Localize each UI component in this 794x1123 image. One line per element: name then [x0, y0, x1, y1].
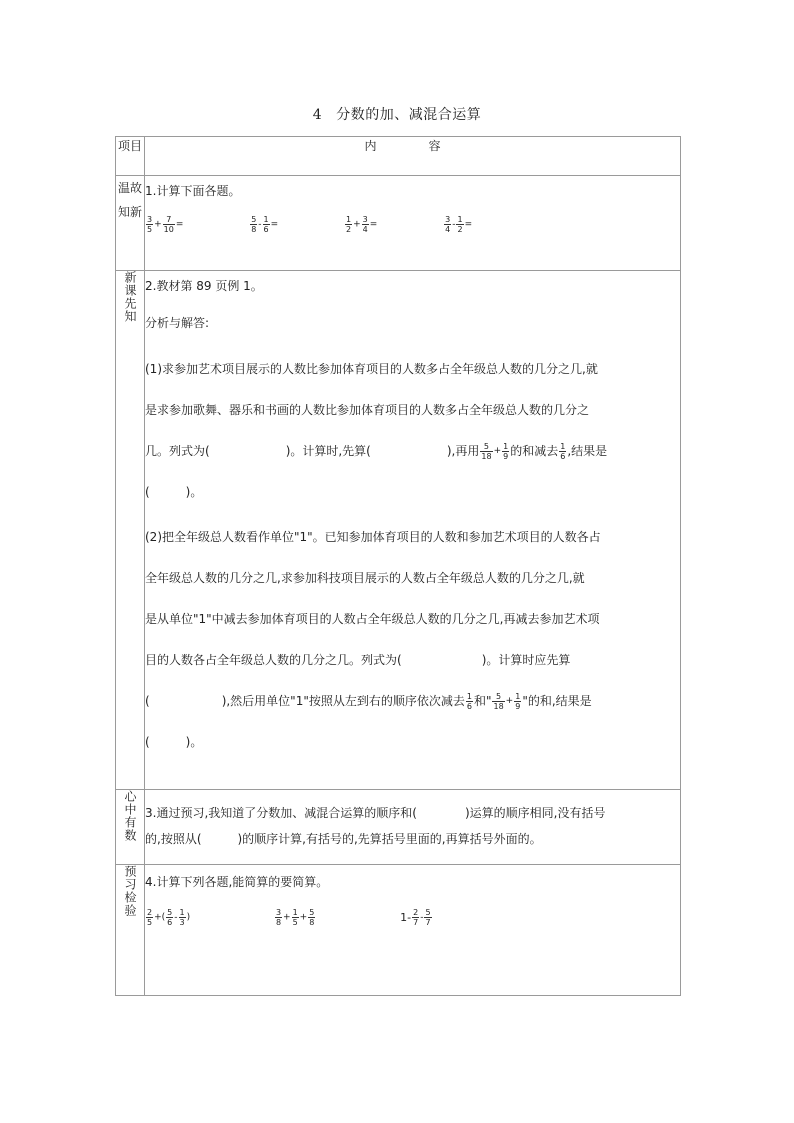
- q4-expr-3: 1- $\frac{2}{7}$ - $\frac{5}{7}$: [400, 908, 431, 927]
- header-row: [116, 137, 681, 176]
- q1-text: 1.计算下面各题。: [145, 184, 241, 198]
- header-label-cell: [116, 137, 145, 176]
- q3-line-2: 的,按照从( )的顺序计算,有括号的,先算括号里面的,再算括号外面的。: [145, 832, 542, 846]
- row-warm: [116, 176, 681, 271]
- warm-label-cell: [116, 176, 145, 271]
- check-label-cell: [116, 865, 145, 996]
- q1-expr-3: $\frac{1}{2}$ + $\frac{3}{4}$ =: [346, 215, 378, 234]
- warm-label-1: 温故: [117, 181, 142, 195]
- p1-line-3: 几。列式为( )。计算时,先算( ),再用 $\frac{5}{18}$ + $\frac{1}{9}$ 的和减去 $\frac{1}{6}$ ,结果是: [145, 442, 608, 461]
- mind-content-cell: [145, 790, 681, 865]
- new-content-cell: [145, 271, 681, 790]
- new-label: 新课先知: [123, 271, 137, 323]
- row-mind: [116, 790, 681, 865]
- q2-text: 2.教材第 89 页例 1。: [145, 279, 263, 293]
- q1-expr-4: $\frac{3}{4}$ - $\frac{1}{2}$ =: [445, 215, 473, 234]
- mind-label-cell: [116, 790, 145, 865]
- analysis-label: 分析与解答:: [145, 316, 210, 330]
- check-content-cell: [145, 865, 681, 996]
- part2-text: [145, 517, 680, 763]
- worksheet-table: [115, 136, 681, 996]
- q4-expr-1: $\frac{2}{5}$ +( $\frac{5}{6}$ - $\frac{1}{3}$ ): [147, 908, 191, 927]
- page-title: [0, 104, 794, 124]
- section-title: 分数的加、减混合运算: [336, 107, 482, 123]
- q3-line-1: 3.通过预习,我知道了分数加、减混合运算的顺序和( )运算的顺序相同,没有括号: [145, 806, 606, 820]
- p1-line-1: (1)求参加艺术项目展示的人数比参加体育项目的人数多占全年级总人数的几分之几,就: [145, 362, 598, 376]
- part1-text: [145, 349, 680, 513]
- q1-expr-1: $\frac{3}{5}$ + $\frac{7}{10}$ =: [147, 215, 184, 234]
- check-label: 预习检验: [123, 865, 137, 917]
- header-project: 项目: [117, 139, 142, 153]
- header-content: 内 容: [364, 139, 461, 153]
- q4-text: 4.计算下列各题,能简算的要简算。: [145, 875, 329, 889]
- row-check: [116, 865, 681, 996]
- new-label-cell: [116, 271, 145, 790]
- warm-content-cell: [145, 176, 681, 271]
- row-new: [116, 271, 681, 790]
- header-content-cell: [145, 137, 681, 176]
- warm-label-2: 知新: [117, 205, 142, 219]
- p1-line-4: ( )。: [145, 485, 203, 499]
- p1-line-2: 是求参加歌舞、器乐和书画的人数比参加体育项目的人数多占全年级总人数的几分之: [145, 403, 590, 417]
- q4-expressions: [145, 908, 680, 927]
- section-number: 4: [312, 107, 323, 123]
- p2-line-2: 全年级总人数的几分之几,求参加科技项目展示的人数占全年级总人数的几分之几,就: [145, 571, 585, 585]
- p2-line-3: 是从单位"1"中减去参加体育项目的人数占全年级总人数的几分之几,再减去参加艺术项: [145, 612, 600, 626]
- p2-line-6: ( )。: [145, 735, 203, 749]
- q1-expressions: [145, 215, 680, 234]
- q3-text: [145, 800, 680, 852]
- mind-label: 心中有数: [123, 790, 137, 842]
- p2-line-4: 目的人数各占全年级总人数的几分之几。列式为( )。计算时应先算: [145, 653, 571, 667]
- p2-line-1: (2)把全年级总人数看作单位"1"。已知参加体育项目的人数和参加艺术项目的人数各占: [145, 530, 601, 544]
- p2-line-5: ( ),然后用单位"1"按照从左到右的顺序依次减去 $\frac{1}{6}$ 和" $\frac{5}{18}$ + $\frac{1}{9}$ "的和,结果是: [145, 692, 592, 711]
- q4-expr-2: $\frac{3}{8}$ + $\frac{1}{5}$ + $\frac{5}{8}$: [275, 908, 315, 927]
- q1-expr-2: $\frac{5}{8}$ - $\frac{1}{6}$ =: [251, 215, 279, 234]
